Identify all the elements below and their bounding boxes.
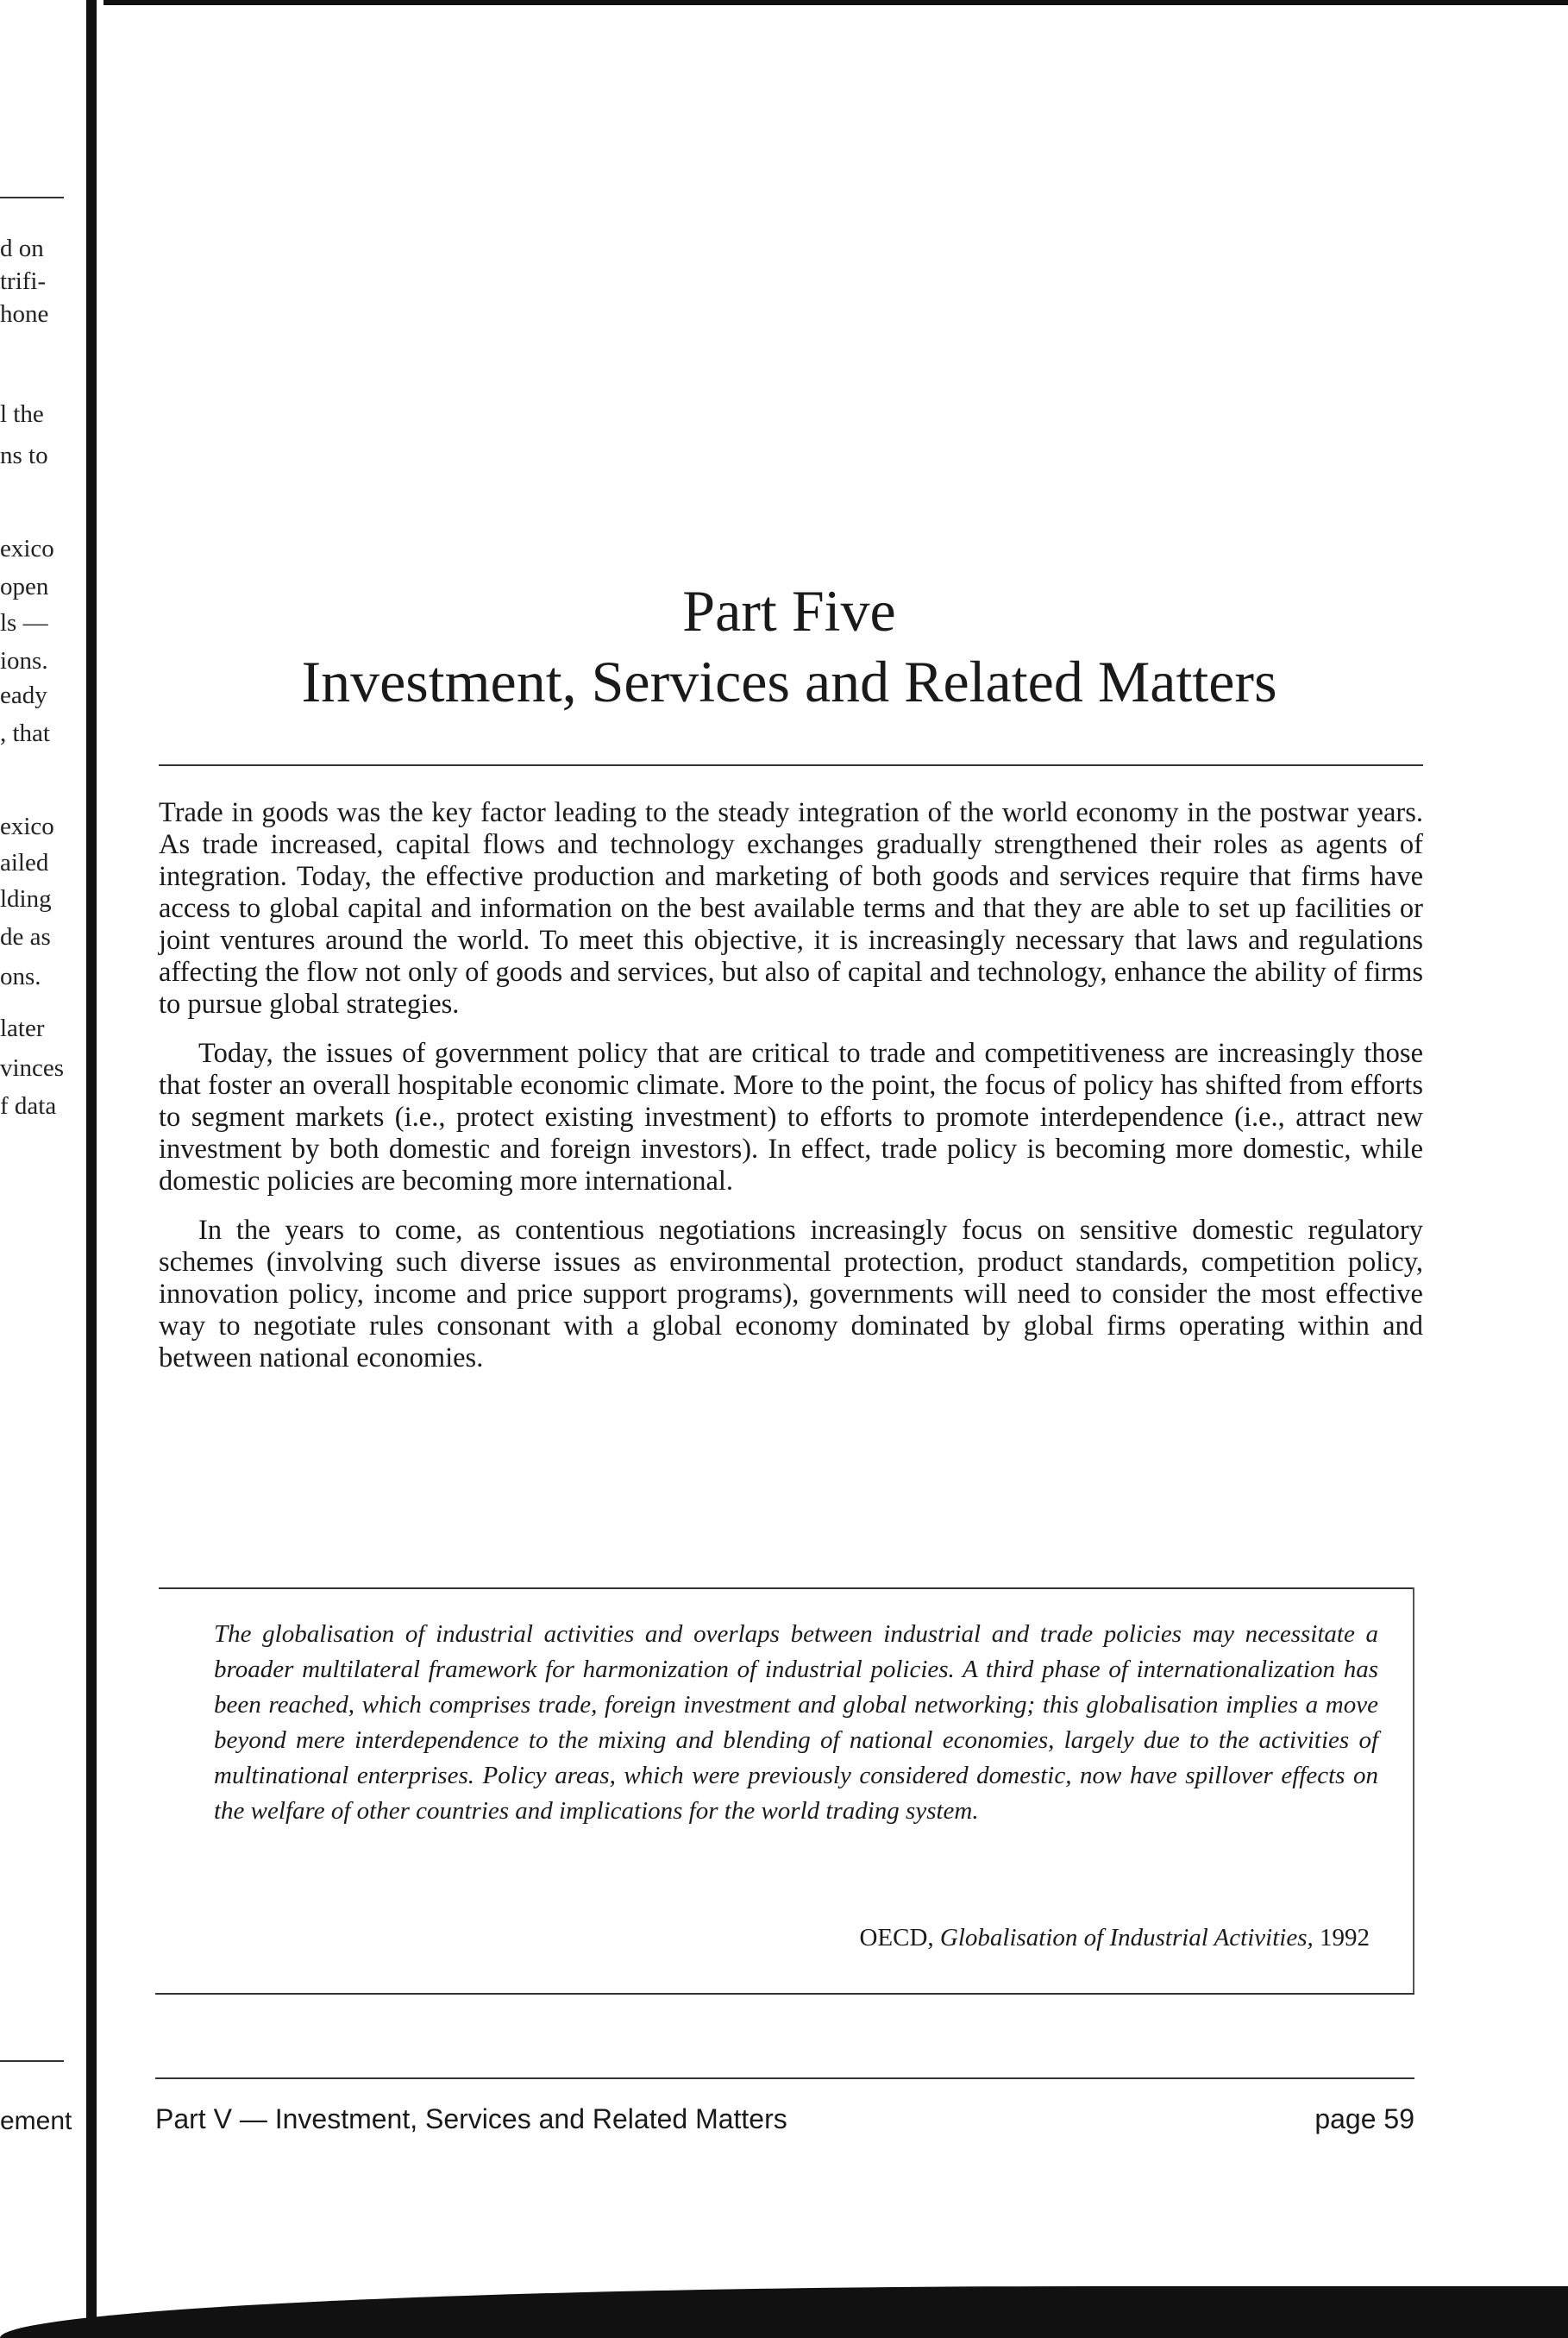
part-subtitle: Investment, Services and Related Matters — [301, 649, 1277, 714]
paragraph: Today, the issues of government policy that are critical to trade and competitiveness are increasingly those that foster an overall hospitable economic climate. More to the point, the focus of policy has shifted from efforts to segment markets (i.e., protect existing investment) to efforts to promote interdependence (i.e., attract new investment by both domestic and foreign investors). In effect, trade policy is becoming more domestic, while domestic policies are becoming more international. — [159, 1038, 1423, 1197]
facing-page-rule — [0, 197, 64, 198]
facing-text-fragment: vinces — [0, 1054, 65, 1082]
facing-text-fragment: , that — [0, 720, 50, 747]
facing-text-fragment: ns to — [0, 442, 48, 469]
facing-text-fragment: lding — [0, 885, 52, 913]
paragraph: In the years to come, as contentious negotiations increasingly focus on sensitive domestic regulatory schemes (involving such diverse issues as environmental protection, product standards, competition policy, innovation policy, income and price support programs), governments will need to consider the most effective way to negotiate rules consonant with a global economy dominated by global firms operating within and between national economies. — [159, 1215, 1423, 1373]
running-head: Part V — Investment, Services and Related Matters — [155, 2103, 787, 2134]
facing-text-fragment: exico — [0, 535, 54, 563]
facing-text-fragment: f data — [0, 1092, 57, 1120]
facing-text-fragment: de as — [0, 923, 51, 951]
page-number: page 59 — [1314, 2103, 1414, 2134]
quotation-source-title: Globalisation of Industrial Activities, — [939, 1924, 1314, 1951]
quotation-source-org: OECD, — [859, 1924, 934, 1951]
scan-bottom-edge — [0, 2286, 1568, 2338]
facing-text-fragment: ions. — [0, 647, 48, 675]
body-text — [159, 797, 1423, 1392]
facing-text-fragment: ailed — [0, 849, 49, 877]
scan-top-edge — [103, 0, 1568, 5]
quote-bottom-rule — [155, 1993, 1414, 1995]
quotation-box — [154, 1587, 1414, 1993]
facing-page-footer: ement — [0, 2107, 72, 2135]
facing-text-fragment: later — [0, 1015, 45, 1042]
quotation-text: The globalisation of industrial activities and overlaps between industrial and trade policies may necessitate a broader multilateral framework for harmonization of industrial policies. A third phase of internationalization has been reached, which comprises trade, foreign investment and global networking; this globalisation implies a move beyond mere interdependence to the mixing and blending of national economies, largely due to the activities of multinational enterprises. Policy areas, which were previously considered domestic, now have spillover effects on the welfare of other countries and implications for the world trading system. — [214, 1620, 1378, 1825]
title-rule — [159, 764, 1423, 766]
facing-text-fragment: trifi- — [0, 267, 47, 295]
facing-text-fragment: ons. — [0, 963, 41, 990]
facing-text-fragment: ls — — [0, 609, 48, 637]
facing-text-fragment: eady — [0, 682, 47, 709]
part-title: Part Five — [682, 578, 896, 644]
book-binding-gutter — [86, 0, 97, 2322]
quotation-source — [859, 1924, 1370, 1952]
facing-text-fragment: hone — [0, 300, 49, 328]
quotation-source-year: 1992 — [1320, 1924, 1370, 1951]
paragraph: Trade in goods was the key factor leading to the steady integration of the world economy in the postwar years. As trade increased, capital flows and technology exchanges gradually strengthened their roles as agents of integration. Today, the effective production and marketing of both goods and services require that firms have access to global capital and information on the best available terms and that they are able to set up facilities or joint ventures around the world. To meet this objective, it is increasingly necessary that laws and regulations affecting the flow not only of goods and services, but also of capital and technology, enhance the ability of firms to pursue global strategies. — [159, 797, 1423, 1020]
footer-rule — [155, 2077, 1414, 2079]
facing-text-fragment: open — [0, 573, 49, 600]
facing-text-fragment: d on — [0, 235, 44, 262]
facing-page-footer-rule — [0, 2060, 64, 2062]
facing-text-fragment: exico — [0, 813, 54, 840]
facing-text-fragment: l the — [0, 400, 44, 428]
part-title-block — [172, 578, 1406, 716]
facing-page-edge — [0, 0, 86, 2322]
